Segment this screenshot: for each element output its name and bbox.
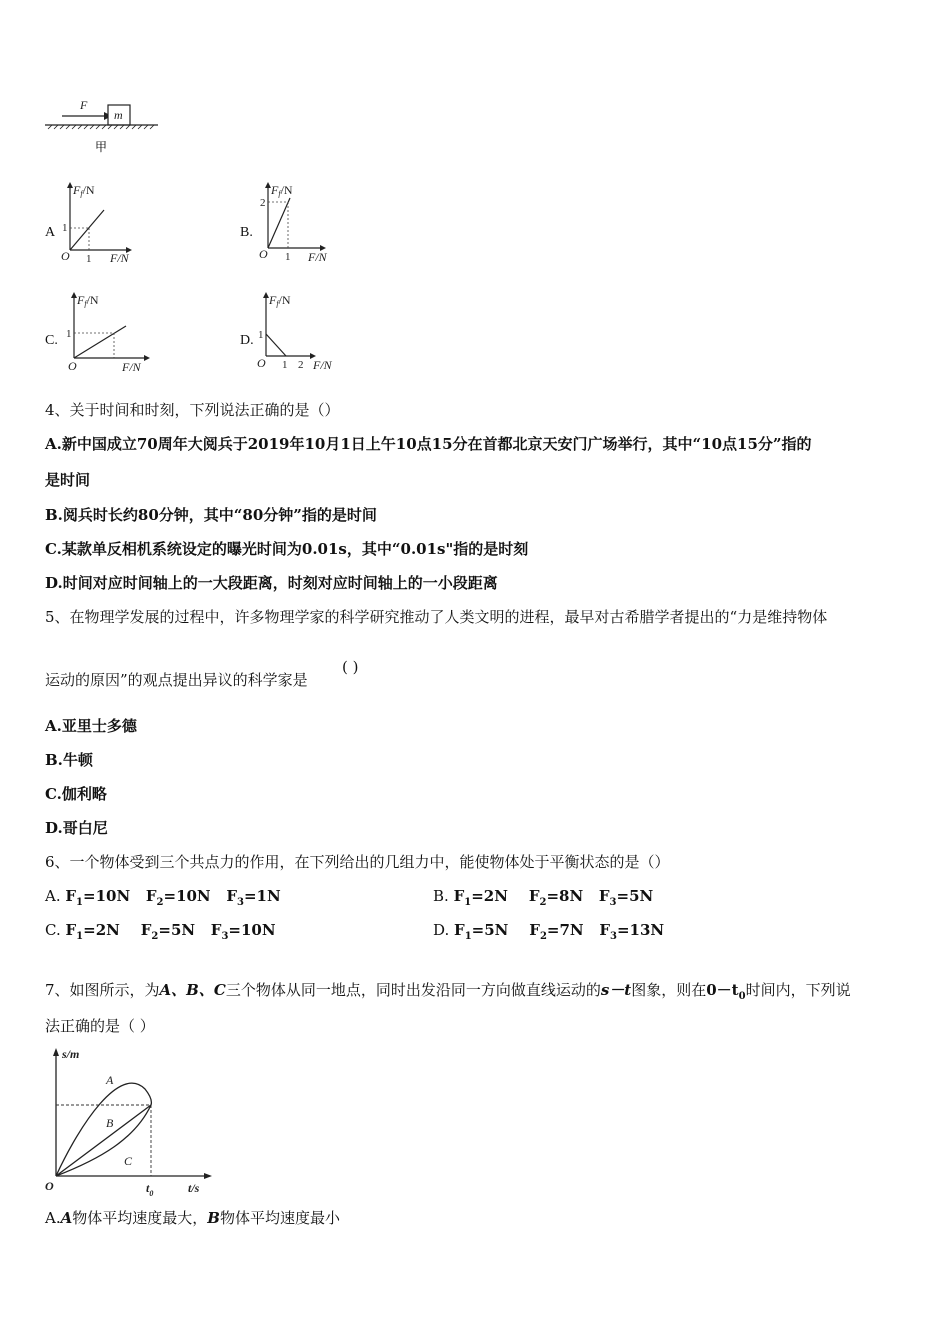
q4-option-a: A.新中国成立70周年大阅兵于2019年10月1日上午10点15分在首都北京天安门广场举行，其中“10点15分”指的 xyxy=(45,435,812,453)
q6-a-f1-sym: F xyxy=(65,887,77,905)
graph-a xyxy=(58,180,148,265)
graph-a-x-tick: 1 xyxy=(86,253,92,265)
q7-option-a-end: 物体平均速度最小 xyxy=(219,1209,340,1227)
graph-b-data-line xyxy=(268,198,290,248)
graph-c-origin: O xyxy=(68,359,77,373)
svg-text:Ff/N xyxy=(268,293,291,308)
graph-b-y-tick: 2 xyxy=(260,197,266,209)
q7-range: 0－t xyxy=(706,981,739,999)
q6-d-f1-sym: F xyxy=(454,921,465,939)
q7-part2: 三个物体从同一地点，同时出发沿同一方向做直线运动的 xyxy=(225,981,601,999)
graph-c-data-line xyxy=(74,326,126,358)
graph-a-y-unit: /N xyxy=(82,183,95,197)
q7-st: s－t xyxy=(600,981,632,999)
q7-label-c: C xyxy=(124,1154,133,1168)
q4-option-a-cont: 是时间 xyxy=(45,471,91,489)
q6-d-f2-sym: F xyxy=(529,921,540,939)
q6-b-f2-sym: F xyxy=(528,887,540,905)
graph-d-x-tick-2: 2 xyxy=(298,359,304,371)
force-label: F xyxy=(80,98,88,112)
q5-option-d: D.哥白尼 xyxy=(45,819,108,837)
q7-range-sub: 0 xyxy=(738,991,746,1002)
q7-option-a xyxy=(45,1208,340,1228)
q7-stem-line2: 法正确的是（ ） xyxy=(45,1017,155,1035)
q6-c-f2-sym: F xyxy=(140,921,152,939)
q6-a-f1: 10N xyxy=(95,887,131,905)
q7-option-a-mid: 物体平均速度最大， xyxy=(72,1209,208,1227)
q6-stem: 6、一个物体受到三个共点力的作用，在下列给出的几组力中，能使物体处于平衡状态的是（） xyxy=(45,853,670,871)
q7-label-a: A xyxy=(106,1073,114,1087)
graph-a-option: A xyxy=(45,225,56,240)
q6-option-a: A. $F_1=10N$ $F_2=10N$ $F_3=1N$ xyxy=(45,887,281,908)
q6-d-f3: 13N xyxy=(629,921,665,939)
svg-text:Ff/N xyxy=(72,183,95,198)
mass-label: m xyxy=(114,108,123,122)
graph-d-origin: O xyxy=(257,356,266,370)
graph-a-y-axis: F xyxy=(73,183,81,197)
graph-c-y-tick: 1 xyxy=(66,328,72,340)
figure-caption: 甲 xyxy=(95,140,108,154)
q6-d-f3-sym: F xyxy=(599,921,610,939)
q7-part4: 时间内，下列说 xyxy=(745,981,851,999)
q6-a-letter: A. xyxy=(45,887,61,905)
q7-part3: 图象，则在 xyxy=(631,981,707,999)
q6-b-f1-sym: F xyxy=(453,887,465,905)
q7-vars: A、B、C xyxy=(159,981,226,999)
q5-stem-line2: 运动的原因”的观点提出异议的科学家是 xyxy=(45,671,308,689)
q4-stem: 4、关于时间和时刻，下列说法正确的是（） xyxy=(45,401,340,419)
graph-c-y-axis: F xyxy=(77,293,85,307)
q6-b-f2: 8N xyxy=(559,887,584,905)
q7-curve-a xyxy=(56,1083,151,1176)
q6-a-f3: 1N xyxy=(256,887,281,905)
graph-c-x-axis: F/N xyxy=(122,360,141,374)
graph-d-y-unit: /N xyxy=(278,293,291,307)
svg-text:Ff/N xyxy=(76,293,99,308)
graph-d-y-axis: F xyxy=(269,293,277,307)
q6-a-f2: 10N xyxy=(176,887,211,905)
graph-b-y-sub: f xyxy=(278,189,281,198)
graph-b xyxy=(256,180,346,265)
q6-option-d: D. $F_1=5N$ $F_2=7N$ $F_3=13N$ xyxy=(433,921,665,942)
q7-st-graph xyxy=(40,1044,225,1199)
q7-origin: O xyxy=(45,1179,54,1193)
q7-part1: 7、如图所示，为 xyxy=(45,981,160,999)
graph-a-data-line xyxy=(70,210,104,250)
q5-option-a: A.亚里士多德 xyxy=(45,717,137,735)
graph-b-option: B. xyxy=(240,225,253,240)
q6-c-f1: 2N xyxy=(95,921,120,939)
graph-a-y-tick: 1 xyxy=(62,222,68,234)
graph-a-x-axis: F/N xyxy=(110,251,129,265)
q5-stem-line1: 5、在物理学发展的过程中，许多物理学家的科学研究推动了人类文明的进程，最早对古希腊学者提出的“力是维持物体 xyxy=(45,608,828,626)
graph-d-x-axis: F/N xyxy=(313,358,332,372)
svg-text:Ff/N xyxy=(270,183,293,198)
graph-c xyxy=(62,290,162,375)
q7-x-tick: t xyxy=(146,1181,150,1195)
svg-text:t0 xyxy=(146,1181,153,1198)
graph-d-x-tick-1: 1 xyxy=(282,359,288,371)
q4-option-b: B.阅兵时长约80分钟，其中“80分钟”指的是时间 xyxy=(45,506,377,524)
graph-b-x-tick: 1 xyxy=(285,251,291,263)
q4-option-d: D.时间对应时间轴上的一大段距离，时刻对应时间轴上的一小段距离 xyxy=(45,574,498,592)
q6-d-f1: 5N xyxy=(484,921,509,939)
graph-a-origin: O xyxy=(61,249,70,263)
q6-d-letter: D. xyxy=(433,921,450,939)
graph-d xyxy=(254,290,349,375)
q6-b-f3-sym: F xyxy=(598,887,610,905)
q5-option-c: C.伽利略 xyxy=(45,785,107,803)
graph-b-y-axis: F xyxy=(271,183,279,197)
q7-y-axis: s/m xyxy=(62,1047,80,1061)
q6-option-b: B. $F_1=2N$ $F_2=8N$ $F_3=5N$ xyxy=(433,887,654,908)
q5-option-b: B.牛顿 xyxy=(45,751,93,769)
q6-b-f3: 5N xyxy=(629,887,654,905)
graph-d-y-tick: 1 xyxy=(258,329,264,341)
q6-c-f3: 10N xyxy=(240,921,276,939)
graph-d-data-line xyxy=(266,334,286,356)
graph-d-option: D. xyxy=(240,333,254,348)
graph-c-option: C. xyxy=(45,333,58,348)
q5-bracket: ( ) xyxy=(342,658,359,676)
q6-b-letter: B. xyxy=(433,887,449,905)
q7-line-b xyxy=(56,1105,151,1176)
q6-a-f3-sym: F xyxy=(226,887,237,905)
q6-a-f2-sym: F xyxy=(145,887,157,905)
graph-c-y-sub: f xyxy=(84,299,87,308)
q7-option-a-var-a: A xyxy=(60,1209,73,1227)
q7-x-tick-sub: 0 xyxy=(149,1189,154,1198)
graph-c-y-unit: /N xyxy=(86,293,99,307)
q6-b-f1: 2N xyxy=(483,887,508,905)
q7-label-b: B xyxy=(106,1116,114,1130)
q6-c-letter: C. xyxy=(45,921,61,939)
q7-stem-line1 xyxy=(45,980,851,1007)
q4-option-c: C.某款单反相机系统设定的曝光时间为0.01s，其中“0.01s"指的是时刻 xyxy=(45,540,529,558)
graph-b-origin: O xyxy=(259,247,268,261)
graph-b-x-axis: F/N xyxy=(308,250,327,264)
q7-option-a-letter: A. xyxy=(45,1209,61,1227)
q6-d-f2: 7N xyxy=(559,921,584,939)
figure-jia xyxy=(40,95,170,160)
q6-c-f3-sym: F xyxy=(210,921,222,939)
q6-c-f2: 5N xyxy=(170,921,196,939)
q6-option-c: C. $F_1=2N$ $F_2=5N$ $F_3=10N$ xyxy=(45,921,276,942)
graph-a-y-sub: f xyxy=(80,189,83,198)
graph-d-y-sub: f xyxy=(276,299,279,308)
q7-x-axis: t/s xyxy=(188,1181,200,1195)
graph-b-y-unit: /N xyxy=(280,183,293,197)
q7-option-a-var-b: B xyxy=(207,1209,220,1227)
q6-c-f1-sym: F xyxy=(65,921,77,939)
